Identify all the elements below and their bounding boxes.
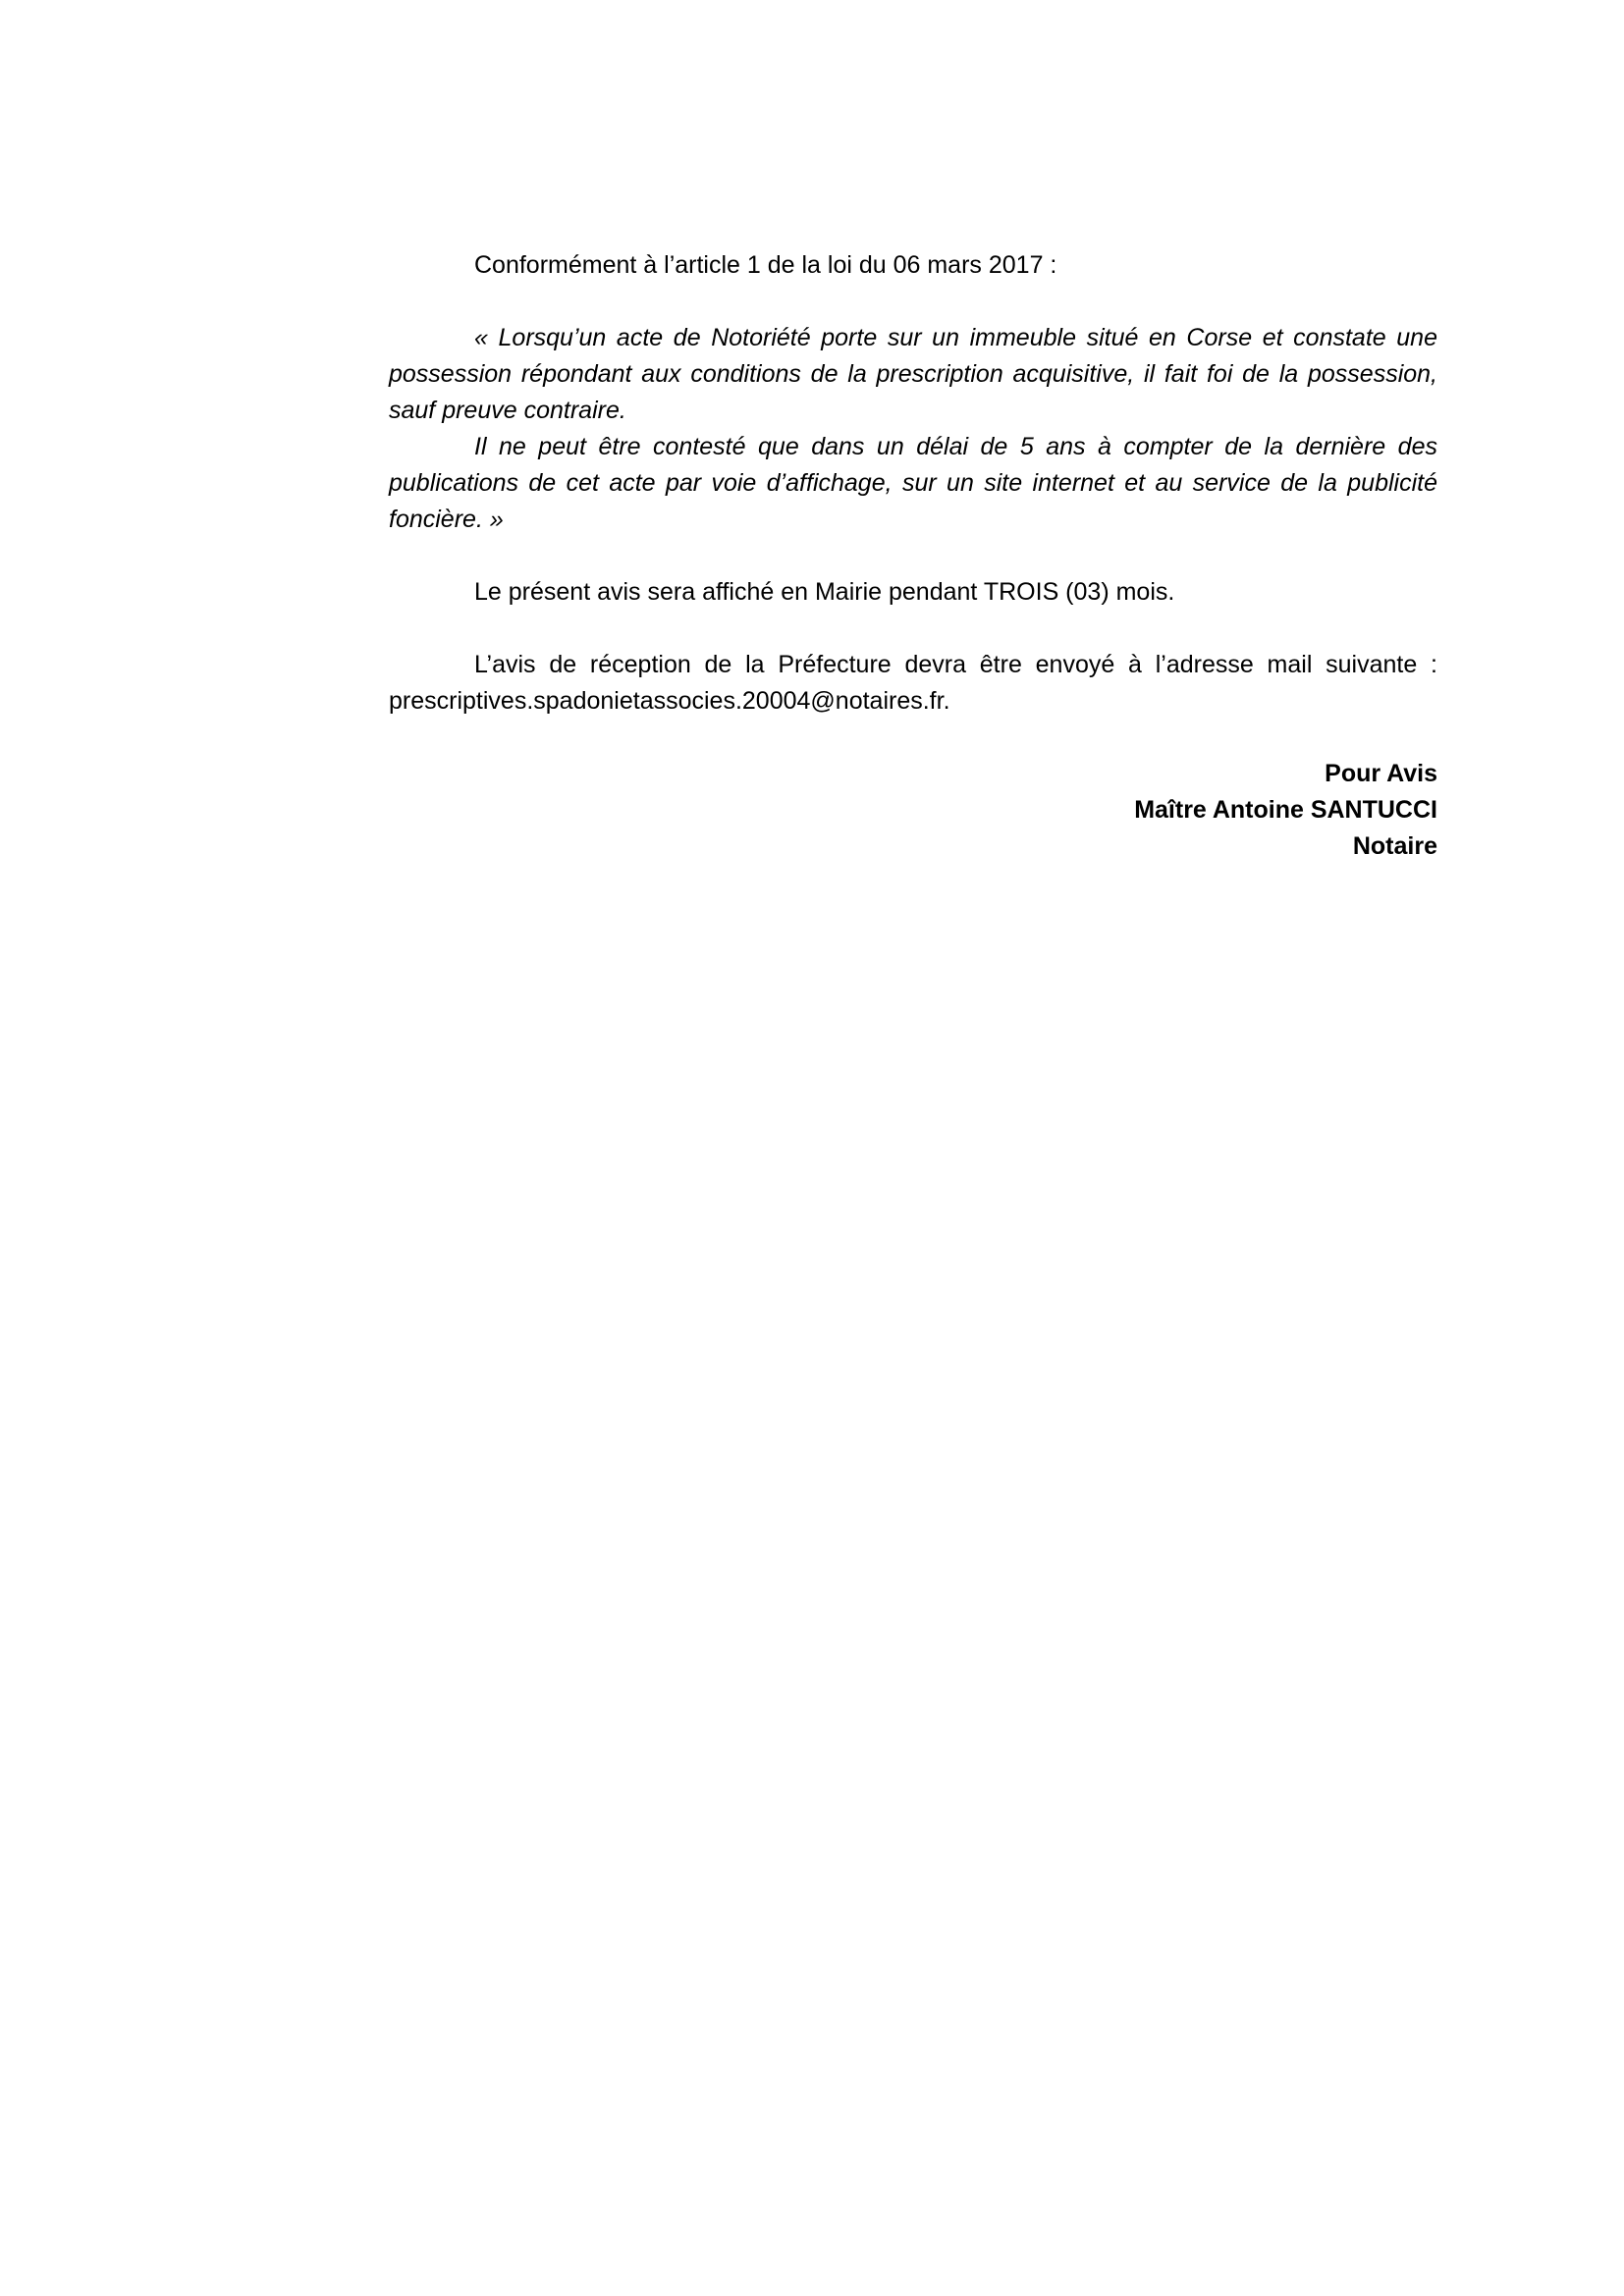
law-quote: [389, 320, 1437, 538]
quote-paragraph-1: « Lorsqu’un acte de Notoriété porte sur un immeuble situé en Corse et constate une possession répondant aux conditions de la prescription acquisitive, il fait foi de la possession, sauf preuve contraire.: [389, 324, 1437, 424]
quote-paragraph-2: Il ne peut être contesté que dans un délai de 5 ans à compter de la dernière des publications de cet acte par voie d’affichage, sur un site internet et au service de la publicité foncière. »: [389, 433, 1437, 533]
signature-block: [389, 756, 1437, 865]
signature-line-name: Maître Antoine SANTUCCI: [1134, 796, 1437, 824]
signature-line-title: Notaire: [1352, 832, 1437, 860]
reception-instruction: L’avis de réception de la Préfecture devra être envoyé à l’adresse mail suivante : prescriptives.spadonietassocies.20004@notaires.fr.: [389, 651, 1437, 715]
signature-line-pour-avis: Pour Avis: [1325, 760, 1437, 787]
document-body: [389, 247, 1437, 865]
display-notice: Le présent avis sera affiché en Mairie pendant TROIS (03) mois.: [474, 578, 1175, 606]
intro-line: Conformément à l’article 1 de la loi du 06 mars 2017 :: [474, 251, 1057, 279]
